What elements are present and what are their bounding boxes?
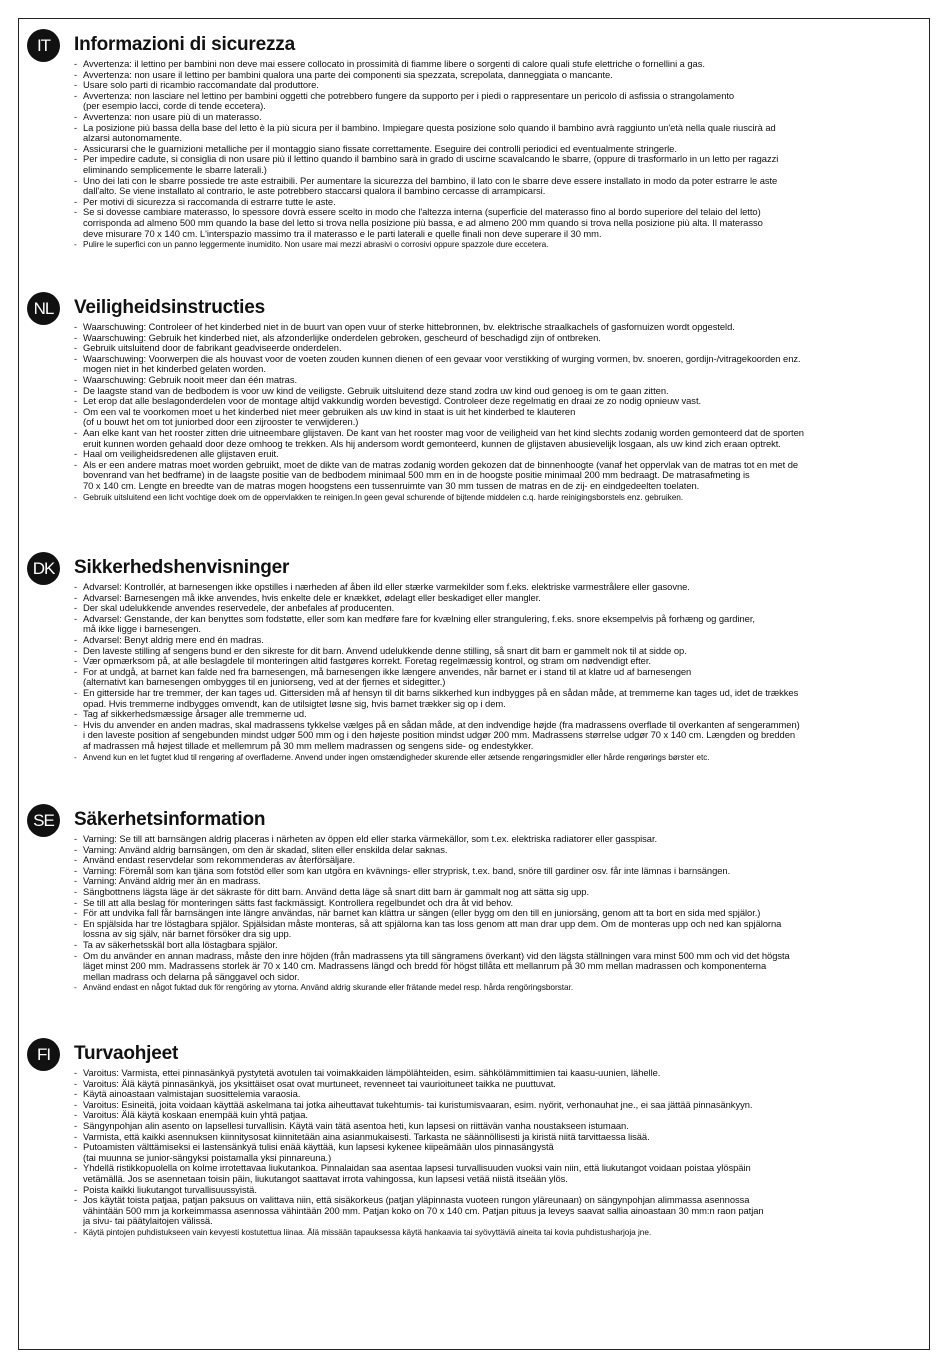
safety-list bbox=[72, 1068, 917, 1238]
list-item: - Varoitus: Älä käytä pinnasänkyä, jos yksittäiset osat ovat murtuneet, revenneet tai vaurioituneet taikka ne puuttuvat. bbox=[72, 1079, 917, 1090]
list-item: - Sängynpohjan alin asento on lapsellesi turvallisin. Käytä vain tätä asentoa heti, kun lapsesi on riittävän vanha noustakseen istumaan. bbox=[72, 1121, 917, 1132]
list-item: - Advarsel: Barnesengen må ikke anvendes, hvis enkelte dele er knækket, ødelagt eller beskadiget eller mangler. bbox=[72, 593, 917, 604]
list-item: - Varoitus: Esineitä, joita voidaan käyttää askelmana tai jotka aiheuttavat tukehtumis- tai kuristumisvaaran, esim. nyörit, verhonauhat jne., ei saa jättää pinnasänkyyn. bbox=[72, 1100, 917, 1111]
list-item: - Ta av säkerhetsskäl bort alla löstagbara spjälor. bbox=[72, 940, 917, 951]
list-item: - Hvis du anvender en anden madras, skal madrassens tykkelse vælges på en sådan måde, at den indvendige højde (fra madrassens overflade til overkanten af sengerammen) i den laveste position af sengebunden mindst udgør 500 mm og i den højeste position mindst udgør 200 mm. Madrassens størrelse udgør 70 x 140 cm. Længden og bredden af madrassen må højest tillade et mellemrum på 30 mm mellem madrassen og sengens side- og endestykker. bbox=[72, 720, 917, 752]
list-item: - Jos käytät toista patjaa, patjan paksuus on valittava niin, että sisäkorkeus (patjan yläpinnasta vuoteen rungon yläreunaan) on sängynpohjan alimmassa asennossa vähintään 500 mm ja korkeimmassa asennossa vähintään 200 mm. Patjan koko on 70 x 140 cm. Patjan pituus ja leveys saavat sallia ainoastaan 30 mm:n raon patjan ja sivu- tai päätylaitojen välissä. bbox=[72, 1195, 917, 1227]
list-item: - För att undvika fall får barnsängen inte längre användas, när barnet kan klättra ur sängen (eller bygg om den till en juniorsäng, genom att ta bort en sida med spjälor.) bbox=[72, 908, 917, 919]
list-item: - Waarschuwing: Controleer of het kinderbed niet in de buurt van open vuur of sterke hittebronnen, bv. elektrische straalkachels of gasfornuizen wordt opgesteld. bbox=[72, 322, 917, 333]
language-badge-se: SE bbox=[27, 804, 60, 837]
safety-list bbox=[72, 582, 917, 762]
list-item: - Varoitus: Älä käytä koskaan enempää kuin yhtä patjaa. bbox=[72, 1110, 917, 1121]
language-badge-it: IT bbox=[27, 29, 60, 62]
section-title: Sikkerhedshenvisninger bbox=[74, 557, 290, 578]
list-item: - Avvertenza: il lettino per bambini non deve mai essere collocato in prossimità di fiamme libere o sorgenti di calore quali stufe elettriche o fornellini a gas. bbox=[72, 59, 917, 70]
list-item: - Varoitus: Varmista, ettei pinnasänkyä pystytetä avotulen tai voimakkaiden lämpölähteiden, esim. sähkölämmittimien tai kaasu-uunien, lähelle. bbox=[72, 1068, 917, 1079]
list-item: - Käytä pintojen puhdistukseen vain kevyesti kostutettua liinaa. Älä missään tapauksessa käytä hankaavia tai syövyttäviä aineita tai kovia puhdistusharjoja jne. bbox=[72, 1227, 917, 1238]
list-item: - Yhdellä ristikkopuolella on kolme irrotettavaa liukutankoa. Pinnalaidan saa asentaa lapsesi turvallisuuden vuoksi vain niin, että liukutangot voidaan poistaa ylöspäin vetämällä. Jos se asennetaan toisin päin, liukutangot saattavat irrota vahingossa, kun lapsesi vetää niistä itseään ylös. bbox=[72, 1163, 917, 1184]
section-title: Informazioni di sicurezza bbox=[74, 34, 295, 55]
list-item: - Den laveste stilling af sengens bund er den sikreste for dit barn. Anvend udelukkende denne stilling, så snart dit barn er gammelt nok til at sidde op. bbox=[72, 646, 917, 657]
list-item: - Om du använder en annan madrass, måste den inre höjden (från madrassens yta till sängramens överkant) vid den lägsta ställningen vara minst 500 mm och vid det högsta läget minst 200 mm. Madrassens storlek är 70 x 140 cm. Madrassens längd och bredd för högst tillåta ett mellanrum på 30 mm mellan madrassen och komponenterna mellan madrass och delarna på sänggavel och sidor. bbox=[72, 951, 917, 983]
list-item: - Waarschuwing: Voorwerpen die als houvast voor de voeten zouden kunnen dienen of een gevaar voor verstikking of wurging vormen, bv. snoeren, gordijn-/vitragekoorden enz. mogen niet in het kinderbed gelaten worden. bbox=[72, 354, 917, 375]
list-item: - Varning: Använd aldrig barnsängen, om den är skadad, sliten eller enskilda delar saknas. bbox=[72, 845, 917, 856]
list-item: - Anvend kun en let fugtet klud til rengøring af overfladerne. Anvend under ingen omstændigheder skurende eller ætsende rengøringsmidler eller hårde rengørings børster etc. bbox=[72, 752, 917, 763]
list-item: - De laagste stand van de bedbodem is voor uw kind de veiligste. Gebruik uitsluitend deze stand zodra uw kind oud genoeg is om te gaan zitten. bbox=[72, 386, 917, 397]
list-item: - Använd endast reservdelar som rekommenderas av återförsäljare. bbox=[72, 855, 917, 866]
list-item: - Tag af sikkerhedsmæssige årsager alle tremmerne ud. bbox=[72, 709, 917, 720]
list-item: - Advarsel: Benyt aldrig mere end én madras. bbox=[72, 635, 917, 646]
list-item: - Avvertenza: non lasciare nel lettino per bambini oggetti che potrebbero fungere da supporto per i piedi o rappresentare un pericolo di asfissia o strangolamento (per esempio lacci, corde di tende eccetera). bbox=[72, 91, 917, 112]
list-item: - Vær opmærksom på, at alle beslagdele til monteringen altid fastgøres korrekt. Foretag regelmæssig kontrol, og stram om nødvendigt efter. bbox=[72, 656, 917, 667]
list-item: - Sängbottnens lägsta läge är det säkraste för ditt barn. Använd detta läge så snart ditt barn är gammalt nog att sätta sig upp. bbox=[72, 887, 917, 898]
section-title: Turvaohjeet bbox=[74, 1043, 179, 1064]
list-item: - Varning: Föremål som kan tjäna som fotstöd eller som kan utgöra en kvävnings- eller stryprisk, t.ex. band, snöre till gardiner osv. får inte lämnas i barnsängen. bbox=[72, 866, 917, 877]
section-title: Säkerhetsinformation bbox=[74, 809, 266, 830]
list-item: - Usare solo parti di ricambio raccomandate dal produttore. bbox=[72, 80, 917, 91]
list-item: - Avvertenza: non usare più di un materasso. bbox=[72, 112, 917, 123]
list-item: - Let erop dat alle beslagonderdelen voor de montage altijd vakkundig worden bevestigd. Controleer deze regelmatig en draai ze zo nodig opnieuw vast. bbox=[72, 396, 917, 407]
list-item: - Poista kaikki liukutangot turvallisuussyistä. bbox=[72, 1185, 917, 1196]
list-item: - Aan elke kant van het rooster zitten drie uitneembare glijstaven. De kant van het rooster mag voor de veiligheid van het kind slechts zodanig worden gemonteerd dat de sporten eruit kunnen worden gehaald door deze omhoog te trekken. Als hij andersom wordt gemonteerd, kunnen de glijstaven abusievelijk losgaan, als uw kind zich eraan optrekt. bbox=[72, 428, 917, 449]
list-item: - Varning: Se till att barnsängen aldrig placeras i närheten av öppen eld eller starka värmekällor, som t.ex. elektriska radiatorer eller gasspisar. bbox=[72, 834, 917, 845]
list-item: - Waarschuwing: Gebruik nooit meer dan één matras. bbox=[72, 375, 917, 386]
list-item: - Advarsel: Kontrollér, at barnesengen ikke opstilles i nærheden af åben ild eller stærke varmekilder som f.eks. elektriske varmestrålere eller gasovne. bbox=[72, 582, 917, 593]
list-item: - En gitterside har tre tremmer, der kan tages ud. Gittersiden må af hensyn til dit barns sikkerhed kun indbygges på en sådan måde, at tremmerne kan tages ud, idet de trækkes opad. Hvis tremmerne indbygges omvendt, kan de utilsigtet løsne sig, hvis barnet trækker sig op i dem. bbox=[72, 688, 917, 709]
language-badge-nl: NL bbox=[27, 292, 60, 325]
list-item: - Waarschuwing: Gebruik het kinderbed niet, als afzonderlijke onderdelen gebroken, gescheurd of beschadigd zijn of ontbreken. bbox=[72, 333, 917, 344]
list-item: - Se si dovesse cambiare materasso, lo spessore dovrà essere scelto in modo che l'altezza interna (superficie del materasso fino al bordo superiore del telaio del letto) corrisponda ad almeno 500 mm quando la base del letto si trova nella posizione più bassa, e ad almeno 200 mm quando si trova nella posizione più alta. Il materasso deve misurare 70 x 140 cm. L'interspazio massimo tra il materasso e le parti laterali e quelle finali non deve superare il 30 mm. bbox=[72, 207, 917, 239]
list-item: - Varmista, että kaikki asennuksen kiinnitysosat kiinnitetään aina asianmukaisesti. Tarkasta ne säännöllisesti ja kiristä niitä tarvittaessa lisää. bbox=[72, 1132, 917, 1143]
list-item: - Assicurarsi che le guarnizioni metalliche per il montaggio siano fissate correttamente. Eseguire dei controlli periodici ed eventualmente stringerle. bbox=[72, 144, 917, 155]
list-item: - Pulire le superfici con un panno leggermente inumidito. Non usare mai mezzi abrasivi o corrosivi oppure spazzole dure eccetera. bbox=[72, 239, 917, 250]
list-item: - Als er een andere matras moet worden gebruikt, moet de dikte van de matras zodanig worden gekozen dat de binnenhoogte (vanaf het oppervlak van de matras tot en met de bovenrand van het bedframe) in de laagste positie van de bedbodem minimaal 500 mm en in de hoogste positie minimaal 200 mm bedraagt. De matrasafmeting is 70 x 140 cm. Lengte en breedte van de matras mogen hoogstens een tussenruimte van 30 mm tussen de matras en de zij- en eindgedeelten toelaten. bbox=[72, 460, 917, 492]
safety-list bbox=[72, 59, 917, 250]
list-item: - For at undgå, at barnet kan falde ned fra barnesengen, må barnesengen ikke længere anvendes, når barnet er i stand til at klatre ud af barnesengen (alternativt kan barnesengen ombygges til en juniorseng, ved at der fjernes et sidegitter.) bbox=[72, 667, 917, 688]
list-item: - Per impedire cadute, si consiglia di non usare più il lettino quando il bambino sarà in grado di uscirne scavalcando le sbarre, (oppure di trasformarlo in un letto per ragazzi eliminando semplicemente le sbarre laterali.) bbox=[72, 154, 917, 175]
list-item: - Avvertenza: non usare il lettino per bambini qualora una parte dei componenti sia spezzata, screpolata, danneggiata o mancante. bbox=[72, 70, 917, 81]
language-badge-fi: FI bbox=[27, 1038, 60, 1071]
list-item: - La posizione più bassa della base del letto è la più sicura per il bambino. Impiegare questa posizione solo quando il bambino avrà raggiunto un'età nella quale riuscirà ad alzarsi autonomamente. bbox=[72, 123, 917, 144]
section-title: Veiligheidsinstructies bbox=[74, 297, 265, 318]
list-item: - Gebruik uitsluitend door de fabrikant geadviseerde onderdelen. bbox=[72, 343, 917, 354]
safety-list bbox=[72, 834, 917, 993]
list-item: - Gebruik uitsluitend een licht vochtige doek om de oppervlakken te reinigen.In geen geval schurende of bijtende middelen c.q. harde reinigingsborstels enz. gebruiken. bbox=[72, 492, 917, 503]
list-item: - Per motivi di sicurezza si raccomanda di estrarre tutte le aste. bbox=[72, 197, 917, 208]
list-item: - Käytä ainoastaan valmistajan suosittelemia varaosia. bbox=[72, 1089, 917, 1100]
list-item: - Putoamisten välttämiseksi ei lastensänkyä tulisi enää käyttää, kun lapsesi kykenee kiipeämään ulos pinnasängystä (tai muunna se junior-sängyksi poistamalla yksi pinnareuna.) bbox=[72, 1142, 917, 1163]
list-item: - Advarsel: Genstande, der kan benyttes som fodstøtte, eller som kan medføre fare for kvælning eller strangulering, f.eks. snore eksempelvis på forhæng og gardiner, må ikke ligge i barnesengen. bbox=[72, 614, 917, 635]
list-item: - Varning: Använd aldrig mer än en madrass. bbox=[72, 876, 917, 887]
list-item: - Se till att alla beslag för monteringen sätts fast fackmässigt. Kontrollera regelbundet och dra åt vid behov. bbox=[72, 898, 917, 909]
instruction-page bbox=[18, 18, 930, 1350]
list-item: - Haal om veiligheidsredenen alle glijstaven eruit. bbox=[72, 449, 917, 460]
list-item: - Der skal udelukkende anvendes reservedele, der anbefales af producenten. bbox=[72, 603, 917, 614]
list-item: - Om een val te voorkomen moet u het kinderbed niet meer gebruiken als uw kind in staat is uit het kinderbed te klauteren (of u bouwt het om tot juniorbed door een zijrooster te verwijderen.) bbox=[72, 407, 917, 428]
list-item: - En spjälsida har tre löstagbara spjälor. Spjälsidan måste monteras, så att spjälorna kan tas loss genom att man drar upp dem. Om de monteras upp och ned kan spjälorna lossna av sig själv, när barnet försöker dra sig upp. bbox=[72, 919, 917, 940]
language-badge-dk: DK bbox=[27, 552, 60, 585]
list-item: - Uno dei lati con le sbarre possiede tre aste estraibili. Per aumentare la sicurezza del bambino, il lato con le sbarre deve essere installato in modo da poter estrarre le aste dall'alto. Se viene installato al contrario, le aste potrebbero staccarsi qualora il bambino cercasse di arrampicarsi. bbox=[72, 176, 917, 197]
list-item: - Använd endast en något fuktad duk för rengöring av ytorna. Använd aldrig skurande eller frätande medel resp. hårda rengöringsborstar. bbox=[72, 982, 917, 993]
safety-list bbox=[72, 322, 917, 502]
